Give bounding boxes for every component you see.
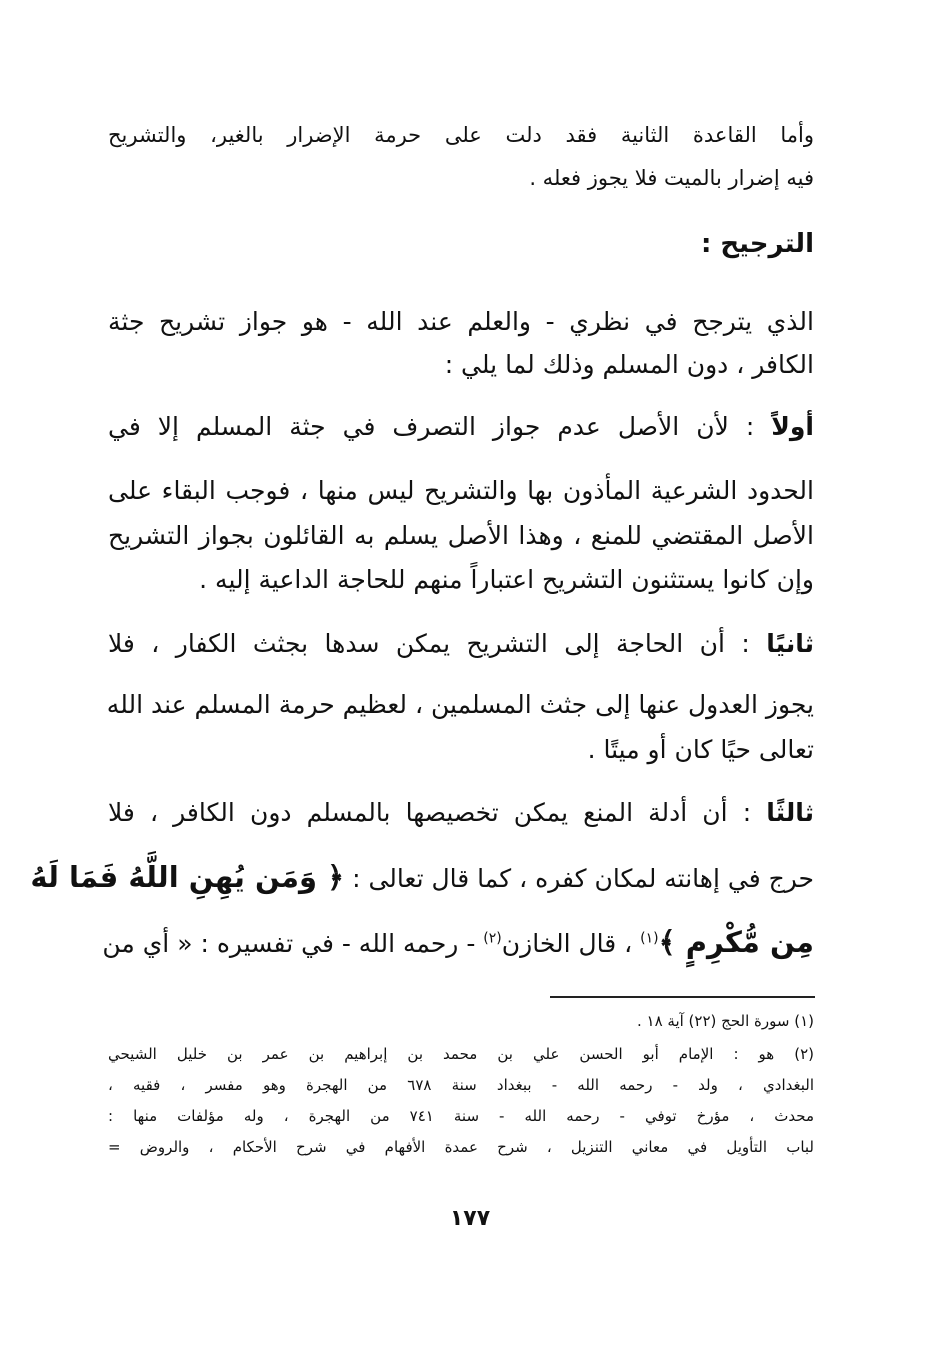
footnote-2-line-3: محدث ، مؤرخ توفي - رحمه الله - سنة ٧٤١ من الهجرة ، وله مؤلفات منها : <box>108 1107 814 1125</box>
third-point-line-3 <box>102 924 814 962</box>
footnote-ref-1[interactable]: (١) <box>640 930 659 947</box>
first-point-label: أولاً <box>771 412 814 441</box>
paragraph-1-line-2: الكافر ، دون المسلم وذلك لما يلي : <box>444 350 814 379</box>
first-point-line-4: وإن كانوا يستثنون التشريح اعتباراً منهم للحاجة الداعية إليه . <box>199 565 814 594</box>
intro-line-2: فيه إضرار بالميت فلا يجوز فعله . <box>529 166 814 190</box>
footnote-2-line-1: (٢) هو : الإمام أبو الحسن علي بن محمد بن إبراهيم بن عمر بن خليل الشيحي <box>108 1045 814 1063</box>
footnote-2-line-4: لباب التأويل في معاني التنزيل ، شرح عمدة الأفهام في شرح الأحكام ، والروض = <box>108 1138 814 1156</box>
footnote-divider <box>550 996 815 998</box>
first-point-line-3: الأصل المقتضي للمنع ، وهذا الأصل يسلم به القائلون بجواز التشريح <box>108 521 814 550</box>
third-point-line-2 <box>30 859 814 897</box>
third-point-label: ثالثًا <box>766 798 814 827</box>
paragraph-1-line-1: الذي يترجح في نظري - والعلم عند الله - هو جواز تشريح جثة <box>108 307 814 336</box>
footnote-ref-2[interactable]: (٢) <box>483 930 502 947</box>
second-point-label: ثانيًا <box>766 629 814 658</box>
third-point-text-3: ، قال الخازن <box>501 929 641 958</box>
third-point-text: : أن أدلة المنع يمكن تخصيصها بالمسلم دون الكافر ، فلا <box>108 798 767 827</box>
second-point-line-2: يجوز العدول عنها إلى جثث المسلمين ، لعظيم حرمة المسلم عند الله <box>106 690 814 719</box>
second-point-line-3: تعالى حيًا كان أو ميتًا . <box>587 735 814 764</box>
first-point-line-1 <box>108 411 814 444</box>
page-number: ١٧٧ <box>449 1206 491 1231</box>
third-point-line-1 <box>108 797 814 830</box>
footnote-1: (١) سورة الحج (٢٢) آية ١٨ . <box>636 1012 814 1030</box>
third-point-text-4: - رحمه الله - في تفسيره : « أي من <box>102 929 484 958</box>
footnote-2-line-2: البغدادي ، ولد - رحمه الله - ببغداد سنة ٦٧٨ من الهجرة وهو مفسر ، فقيه ، <box>108 1076 814 1094</box>
first-point-line-2: الحدود الشرعية المأذون بها والتشريح ليس منها ، فوجب البقاء على <box>108 476 814 505</box>
third-point-text-2: حرج في إهانته لمكان كفره ، كما قال تعالى : <box>344 864 814 893</box>
section-heading: الترجيح : <box>700 229 814 259</box>
first-point-text: : لأن الأصل عدم جواز التصرف في جثة المسلم إلا في <box>108 412 772 441</box>
quran-verse-part-1: ﴿ وَمَن يُهِنِ اللَّهُ فَمَا لَهُ <box>30 860 345 894</box>
second-point-text: : أن الحاجة إلى التشريح يمكن سدها بجثث الكفار ، فلا <box>108 629 767 658</box>
intro-line-1: وأما القاعدة الثانية فقد دلت على حرمة الإضرار بالغير، والتشريح <box>108 123 814 147</box>
second-point-line-1 <box>108 628 814 661</box>
quran-verse-part-2: مِن مُّكْرِمٍ ﴾ <box>658 925 814 959</box>
